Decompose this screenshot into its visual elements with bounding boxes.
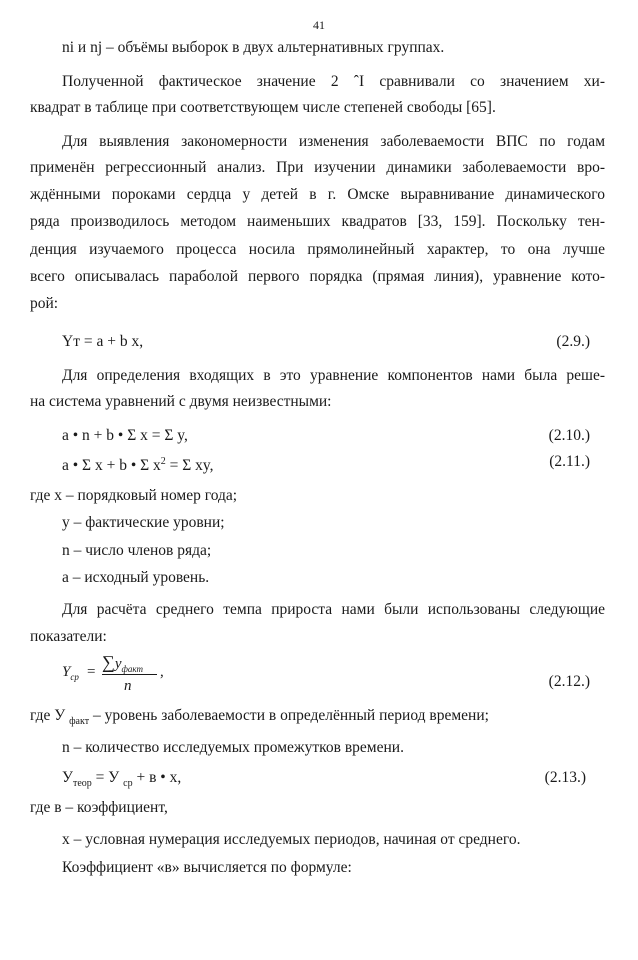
- text-line: показатели:: [30, 628, 107, 645]
- text-line: Полученной фактическое значение 2 ˆI сравнивали со значением хи-: [62, 73, 605, 90]
- text-line: ряда производилось методом наименьших квадратов [33, 159]. Поскольку тен-: [30, 213, 605, 230]
- text-line: квадрат в таблице при соответствующем числе степеней свободы [65].: [30, 99, 496, 116]
- text-part: – уровень заболеваемости в определённый период времени;: [89, 707, 489, 724]
- text-line: всего описывалась параболой первого порядка (прямая линия), уравнение кото-: [30, 268, 605, 285]
- text-line: Для выявления закономерности изменения заболеваемости ВПС по годам: [62, 133, 605, 150]
- sigma-symbol: ∑: [102, 652, 115, 672]
- text-line: n – число членов ряда;: [62, 542, 212, 559]
- text-line: рой:: [30, 295, 59, 312]
- text-subscript: факт: [69, 716, 90, 728]
- formula-denominator: n: [124, 678, 132, 694]
- equation-part: + в • x,: [132, 769, 182, 786]
- text-line: y – фактические уровни;: [62, 514, 225, 531]
- equation-2-10: a • n + b • Σ x = Σ y,: [62, 427, 188, 444]
- text-line: где x – порядковый номер года;: [30, 487, 238, 504]
- formula-equals: =: [87, 664, 96, 680]
- equation-subscript: теор: [72, 778, 92, 790]
- text-line: x – условная нумерация исследуемых периодов, начиная от среднего.: [62, 831, 521, 848]
- text-line: [30, 706, 489, 732]
- text-line: ждёнными пороками сердца у детей в г. Омске выравнивание динамического: [30, 186, 605, 203]
- formula-tail: ,: [160, 664, 164, 680]
- formula-numerator: [102, 652, 143, 674]
- text-line: денция изучаемого процесса носила прямолинейный характер, то она лучше: [30, 241, 605, 258]
- equation-number: (2.13.): [544, 769, 586, 786]
- text-line: a – исходный уровень.: [62, 569, 210, 586]
- equation-part: a • Σ x + b • Σ x: [62, 457, 161, 475]
- text-line: n – количество исследуемых промежутков времени.: [62, 739, 404, 756]
- text-line: Для расчёта среднего темпа прироста нами были использованы следующие: [62, 601, 605, 618]
- equation-number: (2.11.): [549, 453, 590, 470]
- text-line: применён регрессионный анализ. При изучении динамики заболеваемости вро-: [30, 159, 605, 176]
- text-line: Для определения входящих в это уравнение компонентов нами была реше-: [62, 367, 605, 384]
- equation-part: = У: [91, 769, 124, 786]
- text-line: Коэффициент «в» вычисляется по формуле:: [62, 859, 352, 876]
- equation-number: (2.10.): [548, 427, 590, 444]
- equation-number: (2.9.): [556, 333, 590, 350]
- equation-subscript: ср: [123, 778, 133, 790]
- page-number: 41: [313, 18, 325, 32]
- numerator-y: y: [114, 656, 122, 672]
- equation-2-12: [62, 652, 182, 700]
- equation-2-11: [62, 452, 214, 476]
- equation-part: = Σ xy,: [165, 457, 214, 475]
- equation-number: (2.12.): [548, 673, 590, 690]
- equation-2-9: Yт = a + b x,: [62, 333, 144, 350]
- formula-y-letter: Y: [62, 664, 71, 680]
- equation-superscript: 2: [160, 456, 166, 467]
- text-part: где У: [30, 707, 70, 724]
- text-line: где в – коэффициент,: [30, 799, 168, 816]
- formula-y: [62, 664, 79, 682]
- equation-part: У: [62, 769, 73, 786]
- numerator-subscript: факт: [121, 664, 143, 674]
- text-line: ni и nj – объёмы выборок в двух альтернативных группах.: [62, 39, 445, 56]
- fraction-bar: [102, 674, 157, 675]
- text-line: на система уравнений с двумя неизвестными:: [30, 393, 332, 410]
- formula-y-subscript: ср: [70, 672, 79, 682]
- equation-2-13: [62, 768, 181, 794]
